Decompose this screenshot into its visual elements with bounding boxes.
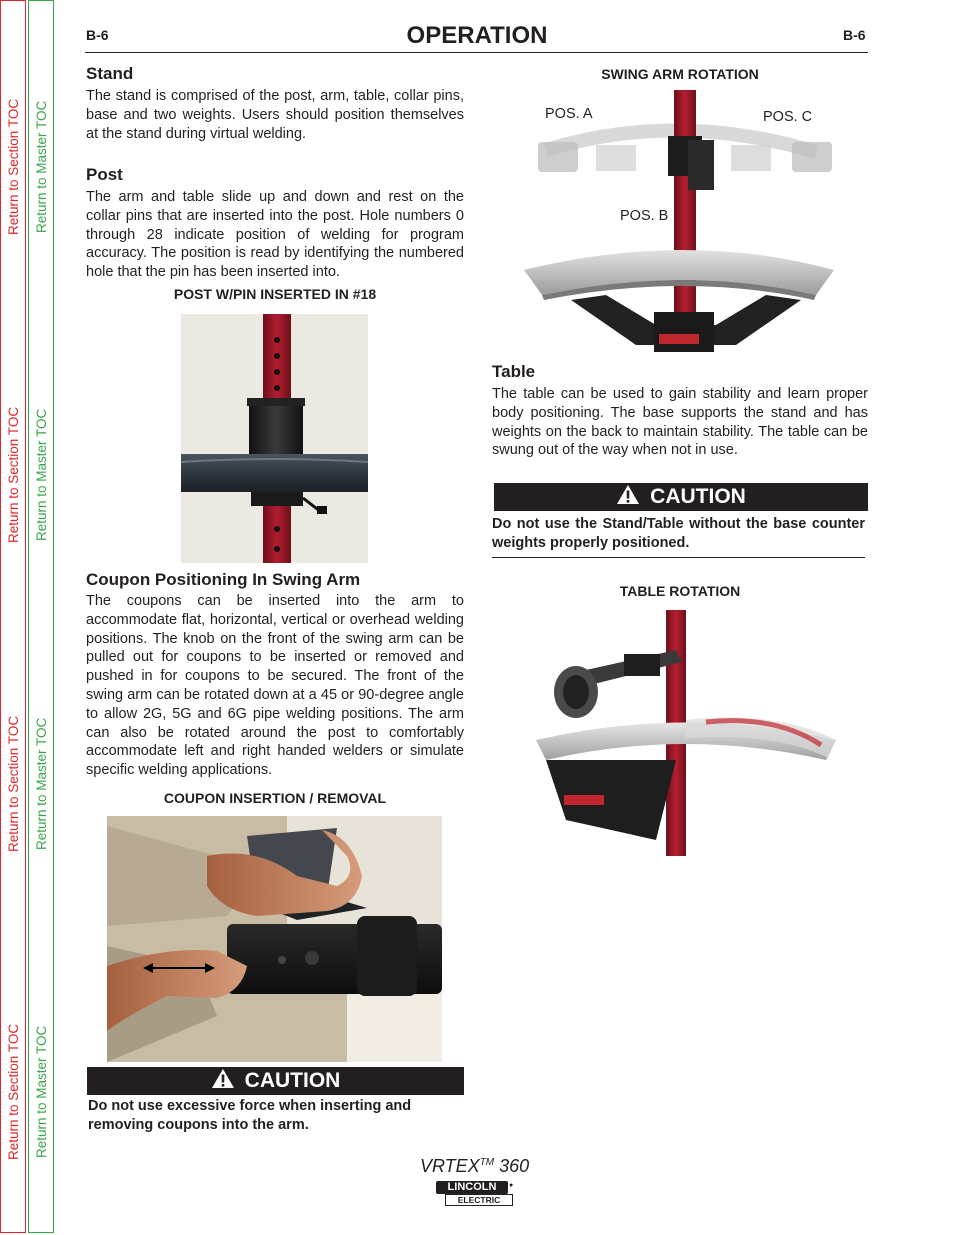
return-to-master-toc-link[interactable]: Return to Master TOC bbox=[34, 408, 49, 541]
return-to-master-toc-link[interactable]: Return to Master TOC bbox=[34, 1025, 49, 1158]
return-to-section-toc-link[interactable]: Return to Section TOC bbox=[6, 406, 21, 543]
post-text: The arm and table slide up and down and rest on the collar pins that are inserted into the post. Hole numbers 0 through 28 indicate position of welding for program accuracy. The position is read by identifying the numbered hole that the pin has been inserted into. bbox=[86, 189, 464, 281]
post-figure-caption: POST W/PIN INSERTED IN #18 bbox=[173, 286, 377, 302]
return-to-section-toc-link[interactable]: Return to Section TOC bbox=[6, 1023, 21, 1160]
caution-banner-left bbox=[87, 1067, 464, 1095]
caution-text-right: Do not use the Stand/Table without the base counter weights properly positioned. bbox=[492, 516, 865, 551]
product-model: 360 bbox=[499, 1156, 530, 1176]
stand-text: The stand is comprised of the post, arm, table, collar pins, base and two weights. Users should position themselves at the stand during virtual welding. bbox=[86, 88, 464, 142]
caution-banner-right bbox=[494, 483, 868, 511]
logo-bottom: ELECTRIC bbox=[445, 1194, 513, 1206]
logo-top: LINCOLN bbox=[436, 1181, 508, 1194]
post-heading: Post bbox=[86, 165, 123, 184]
product-brand: VRTEX bbox=[420, 1156, 480, 1176]
swing-arm-figure-caption: SWING ARM ROTATION bbox=[601, 66, 759, 82]
product-name bbox=[420, 1156, 529, 1177]
header-rule bbox=[85, 52, 868, 53]
trademark: TM bbox=[479, 1157, 495, 1168]
page-title: OPERATION bbox=[406, 22, 548, 49]
pos-c-label: POS. C bbox=[763, 109, 813, 125]
stand-heading: Stand bbox=[86, 64, 134, 83]
return-to-master-toc-link[interactable]: Return to Master TOC bbox=[34, 100, 49, 233]
swing-arm-rotation-photo bbox=[516, 90, 851, 358]
warning-triangle-icon bbox=[211, 1068, 235, 1095]
master-toc-bar bbox=[28, 0, 54, 1233]
table-heading: Table bbox=[492, 362, 536, 381]
pos-b-label: POS. B bbox=[620, 208, 669, 224]
coupon-heading: Coupon Positioning In Swing Arm bbox=[86, 570, 361, 589]
table-text: The table can be used to gain stability and learn proper body positioning. The base supports the stand and has weights on the back to maintain stability. The table can be swung out of the way when not in use. bbox=[492, 386, 868, 459]
lincoln-electric-logo bbox=[436, 1181, 514, 1207]
warning-triangle-icon bbox=[616, 484, 640, 511]
registered-mark: ● bbox=[509, 1182, 514, 1189]
return-to-section-toc-link[interactable]: Return to Section TOC bbox=[6, 98, 21, 235]
page-number-left: B-6 bbox=[86, 27, 109, 43]
post-photo bbox=[181, 314, 368, 563]
table-rotation-figure-caption: TABLE ROTATION bbox=[619, 583, 741, 599]
coupon-insertion-photo bbox=[107, 816, 442, 1062]
caution-rule bbox=[492, 557, 865, 558]
table-rotation-photo bbox=[536, 610, 846, 856]
return-to-section-toc-link[interactable]: Return to Section TOC bbox=[6, 715, 21, 852]
caution-label-right: CAUTION bbox=[650, 485, 746, 508]
coupon-figure-caption: COUPON INSERTION / REMOVAL bbox=[163, 790, 387, 806]
coupon-text: The coupons can be inserted into the arm to accommodate flat, horizontal, vertical or overhead welding positions. The knob on the front of the swing arm can be pulled out for coupons to be inserted or removed and pushed in for coupons to be secured. The front of the swing arm can be rotated down at a 45 or 90-degree angle to allow 2G, 5G and 6G pipe welding positions. The arm can also be rotated around the post to comfortably accommodate left and right handed welders or simulate specific welding applications. bbox=[86, 593, 464, 779]
section-toc-bar bbox=[0, 0, 26, 1233]
page-number-right: B-6 bbox=[843, 27, 866, 43]
pos-a-label: POS. A bbox=[545, 106, 593, 122]
return-to-master-toc-link[interactable]: Return to Master TOC bbox=[34, 717, 49, 850]
caution-label-left: CAUTION bbox=[244, 1069, 341, 1092]
caution-text-left: Do not use excessive force when inserting and removing coupons into the arm. bbox=[88, 1098, 412, 1133]
